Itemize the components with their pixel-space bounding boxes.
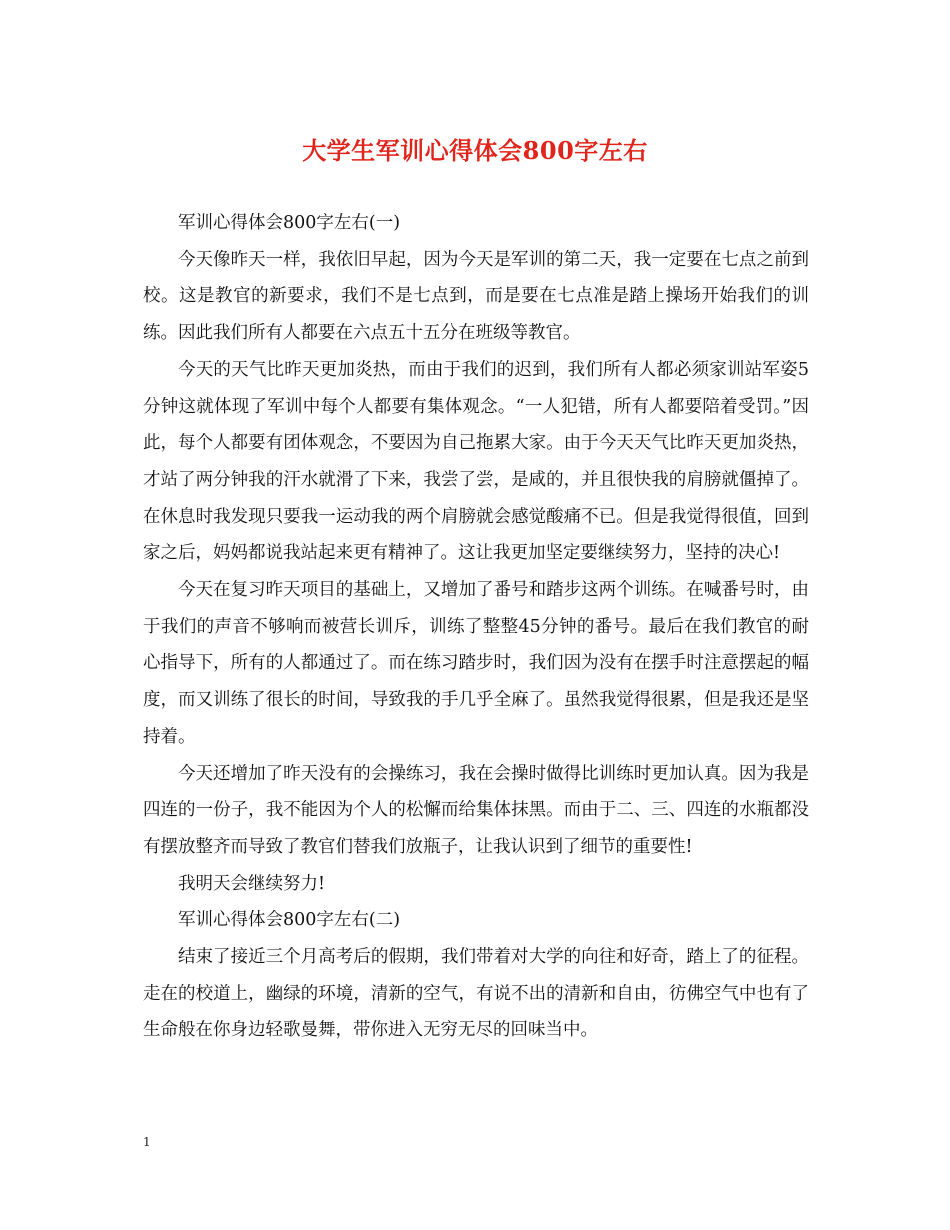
paragraph: 我明天会继续努力!	[178, 873, 326, 894]
paragraph: 今天的天气比昨天更加炎热，而由于我们的迟到，我们所有人都必须家训站军姿5分钟这就体现了军训中每个人都要有集体观念。“一人犯错，所有人都要陪着受罚。”因此，每个人都要有团体观念，不要因为自己拖累大家。由于今天天气比昨天更加炎热，才站了两分钟我的汗水就滑了下来，我尝了尝，是咸的，并且很快我的肩膀就僵掉了。在休息时我发现只要我一运动我的两个肩膀就会感觉酸痛不已。但是我觉得很值，回到家之后，妈妈都说我站起来更有精神了。这让我更加坚定要继续努力，坚持的决心!	[143, 359, 809, 564]
paragraph: 今天在复习昨天项目的基础上，又增加了番号和踏步这两个训练。在喊番号时，由于我们的声音不够响而被营长训斥，训练了整整45分钟的番号。最后在我们教官的耐心指导下，所有的人都通过了。而在练习踏步时，我们因为没有在摆手时注意摆起的幅度，而又训练了很长的时间，导致我的手几乎全麻了。虽然我觉得很累，但是我还是坚持着。	[143, 580, 809, 747]
paragraph: 今天还增加了昨天没有的会操练习，我在会操时做得比训练时更加认真。因为我是四连的一份子，我不能因为个人的松懈而给集体抹黑。而由于二、三、四连的水瓶都没有摆放整齐而导致了教官们替我们放瓶子，让我认识到了细节的重要性!	[143, 763, 809, 857]
section-heading-2: 军训心得体会800字左右(二)	[178, 910, 401, 931]
document-title: 大学生军训心得体会800字左右	[302, 136, 648, 165]
paragraph: 结束了接近三个月高考后的假期，我们带着对大学的向往和好奇，踏上了的征程。走在的校道上，幽绿的环境，清新的空气，有说不出的清新和自由，彷佛空气中也有了生命般在你身边轻歌曼舞，带你进入无穷无尽的回味当中。	[143, 947, 809, 1041]
document-body	[143, 205, 809, 1049]
paragraph: 今天像昨天一样，我依旧早起，因为今天是军训的第二天，我一定要在七点之前到校。这是教官的新要求，我们不是七点到，而是要在七点准是踏上操场开始我们的训练。因此我们所有人都要在六点五十五分在班级等教官。	[143, 249, 809, 344]
section-heading-1: 军训心得体会800字左右(一)	[178, 213, 401, 233]
page-number: 1	[143, 1135, 151, 1149]
